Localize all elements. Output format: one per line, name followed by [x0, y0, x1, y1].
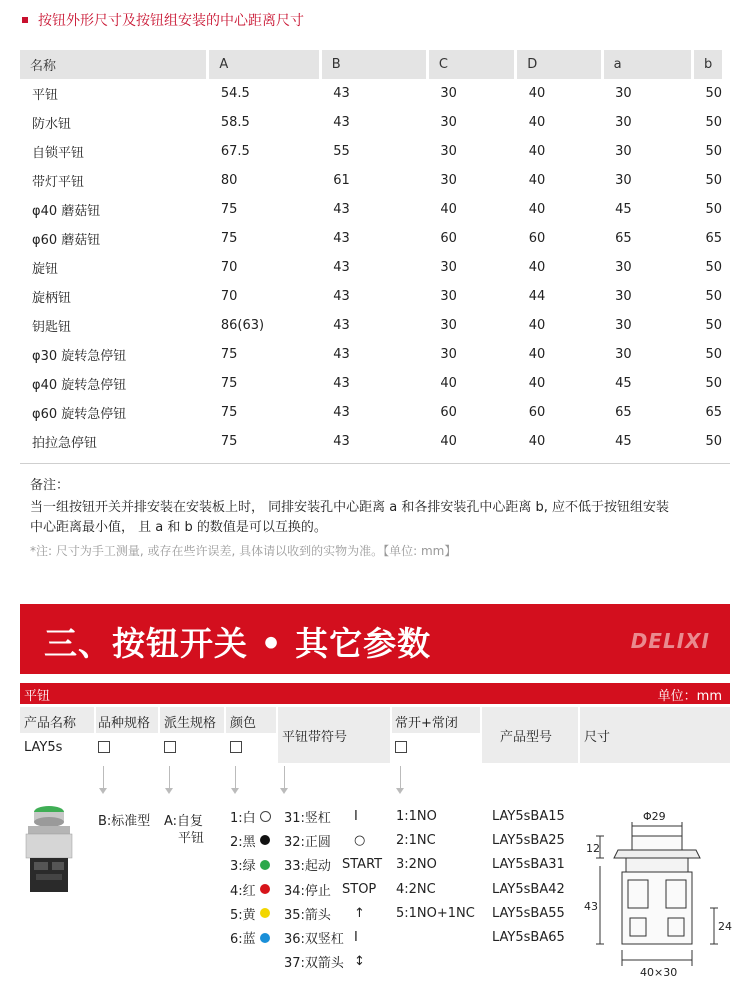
header-model: 产品型号: [500, 730, 553, 745]
dim-top-label: Φ29: [643, 810, 666, 823]
row-value-cell: 75: [220, 231, 238, 246]
derived-checkbox[interactable]: [164, 741, 176, 753]
row-value-cell: 43: [333, 202, 350, 217]
row-value-cell: 60: [528, 231, 546, 246]
row-name-cell: φ60 蘑菇钮: [32, 233, 101, 248]
row-name-cell: φ40 旋转急停钮: [32, 378, 127, 393]
dim-bottom-label: 40×30: [640, 966, 678, 979]
row-value-cell: 60: [440, 231, 457, 246]
row-name-cell: 平钮: [32, 88, 59, 103]
derived-value-line-1: A:自复: [164, 814, 204, 829]
model-item: LAY5sBA55: [492, 905, 565, 921]
section-title-text: 按钮外形尺寸及按钮组安装的中心距离尺寸: [38, 13, 304, 29]
row-value-cell: 65: [705, 231, 722, 246]
unit-label: 单位：mm: [657, 689, 722, 704]
row-value-cell: 61: [333, 173, 350, 188]
symbol-option: [284, 950, 382, 974]
col-header-b-lower: b: [692, 50, 722, 79]
row-value-cell: 40: [528, 202, 546, 217]
table-row: [20, 340, 722, 369]
row-value-cell: 40: [440, 376, 457, 391]
color-option-label: 2:黑: [230, 834, 256, 850]
table-row: [20, 195, 722, 224]
model-item: LAY5sBA31: [492, 857, 565, 873]
row-value-cell: 80: [220, 173, 238, 188]
row-value-cell: 30: [615, 318, 632, 333]
row-value-cell: 50: [705, 86, 722, 101]
symbol-glyph: I: [354, 930, 358, 946]
row-value-cell: 40: [528, 318, 546, 333]
arrow-down-icon: [99, 788, 107, 794]
symbol-option: [284, 901, 382, 925]
row-value-cell: 30: [440, 173, 457, 188]
symbol-option-label: 31:竖杠: [284, 810, 331, 826]
color-option-label: 5:黄: [230, 907, 256, 923]
col-header-b-upper: B: [320, 50, 427, 79]
color-checkbox[interactable]: [230, 741, 242, 753]
color-dot-icon: [260, 884, 270, 894]
row-value-cell: 43: [333, 289, 350, 304]
row-value-cell: 30: [615, 173, 632, 188]
connector-line: [169, 766, 170, 790]
table-row: [20, 311, 722, 340]
col-header-name: 名称: [20, 50, 208, 79]
bullet-square-icon: [22, 17, 28, 23]
row-value-cell: 40: [440, 434, 457, 449]
symbol-option: [284, 804, 382, 828]
variety-checkbox[interactable]: [98, 741, 110, 753]
header-size-box: [580, 707, 730, 763]
arrow-down-icon: [396, 788, 404, 794]
color-dot-icon: [260, 811, 271, 822]
header-variety-box: [96, 707, 158, 733]
row-value-cell: 30: [440, 115, 457, 130]
row-value-cell: 30: [440, 260, 457, 275]
row-name-cell: φ30 旋转急停钮: [32, 349, 127, 364]
row-value-cell: 40: [528, 376, 546, 391]
contacts-option: 4:2NC: [396, 881, 436, 897]
row-value-cell: 30: [615, 289, 632, 304]
row-name-cell: 拍拉急停钮: [32, 436, 98, 451]
color-options-list: [230, 804, 271, 950]
row-name-cell: 钥匙钮: [32, 320, 72, 335]
row-name-cell: φ40 蘑菇钮: [32, 204, 101, 219]
row-value-cell: 43: [333, 434, 350, 449]
table-row: [20, 108, 722, 137]
dim-h3-label: 24: [718, 920, 732, 933]
header-color-box: [226, 707, 276, 733]
symbol-option: [284, 925, 382, 949]
product-name-value: LAY5s: [24, 740, 63, 755]
dimensions-table: [20, 50, 722, 456]
row-value-cell: 75: [220, 347, 238, 362]
banner-title: 三、按钮开关 • 其它参数: [44, 624, 432, 663]
row-value-cell: 50: [705, 376, 722, 391]
table-row: [20, 137, 722, 166]
symbol-glyph: START: [342, 857, 383, 873]
row-name-cell: 旋钮: [32, 262, 59, 277]
col-header-a-lower: a: [602, 50, 692, 79]
row-value-cell: 40: [528, 86, 546, 101]
row-value-cell: 50: [705, 202, 722, 217]
table-row: [20, 369, 722, 398]
col-header-c-upper: C: [427, 50, 515, 79]
row-value-cell: 30: [440, 318, 457, 333]
dim-h1-label: 12: [586, 842, 600, 855]
color-option: [230, 925, 271, 949]
dim-h2-label: 43: [584, 900, 598, 913]
connector-line: [235, 766, 236, 790]
row-value-cell: 75: [220, 202, 238, 217]
symbol-option-label: 33:起动: [284, 859, 331, 875]
header-symbol: 平钮带符号: [282, 730, 348, 745]
row-value-cell: 55: [333, 144, 350, 159]
row-value-cell: 40: [528, 115, 546, 130]
connector-line: [400, 766, 401, 790]
row-value-cell: 30: [440, 289, 457, 304]
arrow-down-icon: [165, 788, 173, 794]
header-variety: 品种规格: [98, 716, 151, 731]
color-option-label: 3:绿: [230, 859, 256, 875]
row-value-cell: 40: [528, 347, 546, 362]
row-name-cell: 防水钮: [32, 117, 72, 132]
symbol-option-label: 37:双箭头: [284, 956, 344, 972]
table-header-row: [20, 50, 722, 79]
row-value-cell: 75: [220, 376, 238, 391]
row-value-cell: 30: [440, 86, 457, 101]
symbol-option: [284, 828, 382, 852]
row-value-cell: 44: [528, 289, 546, 304]
table-row: [20, 166, 722, 195]
symbol-glyph: ↕: [354, 954, 365, 970]
row-value-cell: 43: [333, 318, 350, 333]
row-value-cell: 60: [528, 405, 546, 420]
row-value-cell: 30: [615, 144, 632, 159]
row-name-cell: 带灯平钮: [32, 175, 85, 190]
row-value-cell: 45: [615, 202, 632, 217]
header-symbol-box: [278, 707, 390, 763]
symbol-options-list: [284, 804, 382, 974]
row-value-cell: 30: [615, 86, 632, 101]
row-value-cell: 67.5: [220, 144, 250, 159]
variety-value: B:标准型: [98, 814, 151, 829]
row-value-cell: 70: [220, 260, 238, 275]
row-name-cell: 旋柄钮: [32, 291, 72, 306]
model-item: LAY5sBA25: [492, 832, 565, 848]
color-option: [230, 828, 271, 852]
row-value-cell: 50: [705, 434, 722, 449]
symbol-glyph: I: [354, 808, 358, 824]
contacts-option: 1:1NO: [396, 808, 437, 824]
row-value-cell: 30: [615, 347, 632, 362]
row-value-cell: 30: [440, 347, 457, 362]
row-value-cell: 70: [220, 289, 238, 304]
arrow-down-icon: [280, 788, 288, 794]
table-row: [20, 253, 722, 282]
disclaimer: *注: 尺寸为手工测量, 或存在些许误差, 具体请以收到的实物为准。【单位: mm】: [30, 544, 457, 558]
note-label: 备注：: [30, 478, 70, 493]
note-line-2: 中心距离最小值， 且 a 和 b 的数值是可以互换的。: [30, 520, 327, 535]
symbol-option-label: 36:双竖杠: [284, 932, 344, 948]
symbol-option-label: 34:停止: [284, 883, 331, 899]
row-value-cell: 30: [615, 260, 632, 275]
header-color: 颜色: [230, 716, 257, 731]
row-value-cell: 43: [333, 115, 350, 130]
header-contacts-box: [392, 707, 480, 733]
delixi-logo: DELIXI: [630, 629, 710, 653]
header-contacts: 常开+常闭: [395, 716, 458, 731]
symbol-option: [284, 853, 382, 877]
row-value-cell: 40: [528, 173, 546, 188]
symbol-option-label: 35:箭头: [284, 907, 331, 923]
model-item: LAY5sBA65: [492, 930, 565, 946]
table-row: [20, 224, 722, 253]
symbol-glyph: STOP: [342, 881, 377, 897]
header-derived: 派生规格: [164, 716, 217, 731]
col-header-a-upper: A: [208, 50, 320, 79]
row-value-cell: 30: [440, 144, 457, 159]
symbol-glyph: ○: [354, 832, 366, 848]
header-derived-box: [160, 707, 224, 733]
color-dot-icon: [260, 860, 270, 870]
color-dot-icon: [260, 933, 270, 943]
contacts-checkbox[interactable]: [395, 741, 407, 753]
row-value-cell: 54.5: [220, 86, 250, 101]
color-option-label: 4:红: [230, 883, 256, 899]
row-value-cell: 50: [705, 173, 722, 188]
color-option-label: 1:白: [230, 810, 256, 826]
connector-line: [284, 766, 285, 790]
row-value-cell: 45: [615, 434, 632, 449]
table-row: [20, 79, 722, 108]
row-value-cell: 40: [440, 202, 457, 217]
model-item: LAY5sBA42: [492, 881, 565, 897]
row-value-cell: 50: [705, 347, 722, 362]
color-option: [230, 901, 271, 925]
row-value-cell: 65: [615, 405, 632, 420]
row-value-cell: 43: [333, 260, 350, 275]
color-option: [230, 804, 271, 828]
row-value-cell: 45: [615, 376, 632, 391]
row-value-cell: 86(63): [220, 318, 265, 333]
row-value-cell: 75: [220, 434, 238, 449]
row-value-cell: 75: [220, 405, 238, 420]
color-dot-icon: [260, 835, 270, 845]
dimension-drawing: [582, 800, 732, 985]
row-value-cell: 43: [333, 231, 350, 246]
row-value-cell: 43: [333, 405, 350, 420]
row-name-cell: 自锁平钮: [32, 146, 85, 161]
row-value-cell: 40: [528, 144, 546, 159]
contacts-option: 5:1NO+1NC: [396, 905, 475, 921]
connector-line: [103, 766, 104, 790]
row-value-cell: 65: [705, 405, 722, 420]
symbol-option-label: 32:正圆: [284, 834, 331, 850]
derived-value-line-2: 平钮: [178, 831, 205, 846]
row-value-cell: 50: [705, 289, 722, 304]
table-row: [20, 398, 722, 427]
row-name-cell: φ60 旋转急停钮: [32, 407, 127, 422]
note-line-1: 当一组按钮开关并排安装在安装板上时， 同排安装孔中心距离 a 和各排安装孔中心距离 b, 应不低于按钮组安装: [30, 500, 670, 515]
section-title: [22, 10, 304, 30]
row-value-cell: 40: [528, 434, 546, 449]
row-value-cell: 40: [528, 260, 546, 275]
divider: [20, 463, 730, 464]
color-dot-icon: [260, 908, 270, 918]
header-size: 尺寸: [584, 730, 611, 745]
row-value-cell: 65: [615, 231, 632, 246]
category-label: 平钮: [24, 689, 51, 704]
row-value-cell: 60: [440, 405, 457, 420]
row-value-cell: 30: [615, 115, 632, 130]
header-product-name: 产品名称: [24, 716, 77, 731]
row-value-cell: 43: [333, 86, 350, 101]
model-item: LAY5sBA15: [492, 808, 565, 824]
row-value-cell: 43: [333, 347, 350, 362]
color-option: [230, 877, 271, 901]
row-value-cell: 50: [705, 115, 722, 130]
col-header-d-upper: D: [516, 50, 602, 79]
section-banner: [20, 604, 730, 674]
contacts-option: 3:2NO: [396, 857, 437, 873]
contacts-option: 2:1NC: [396, 832, 436, 848]
header-model-box: [482, 707, 578, 763]
row-value-cell: 50: [705, 144, 722, 159]
color-option-label: 6:蓝: [230, 932, 256, 948]
color-option: [230, 853, 271, 877]
push-button-product-image: [18, 800, 80, 900]
row-value-cell: 50: [705, 318, 722, 333]
symbol-glyph: ↑: [354, 905, 365, 921]
category-bar: [20, 683, 730, 704]
header-product-name-box: [20, 707, 94, 733]
table-row: [20, 427, 722, 456]
contacts-options-list: [396, 804, 475, 925]
model-list: [492, 804, 565, 950]
row-value-cell: 58.5: [220, 115, 250, 130]
symbol-option: [284, 877, 382, 901]
arrow-down-icon: [231, 788, 239, 794]
table-row: [20, 282, 722, 311]
row-value-cell: 43: [333, 376, 350, 391]
row-value-cell: 50: [705, 260, 722, 275]
